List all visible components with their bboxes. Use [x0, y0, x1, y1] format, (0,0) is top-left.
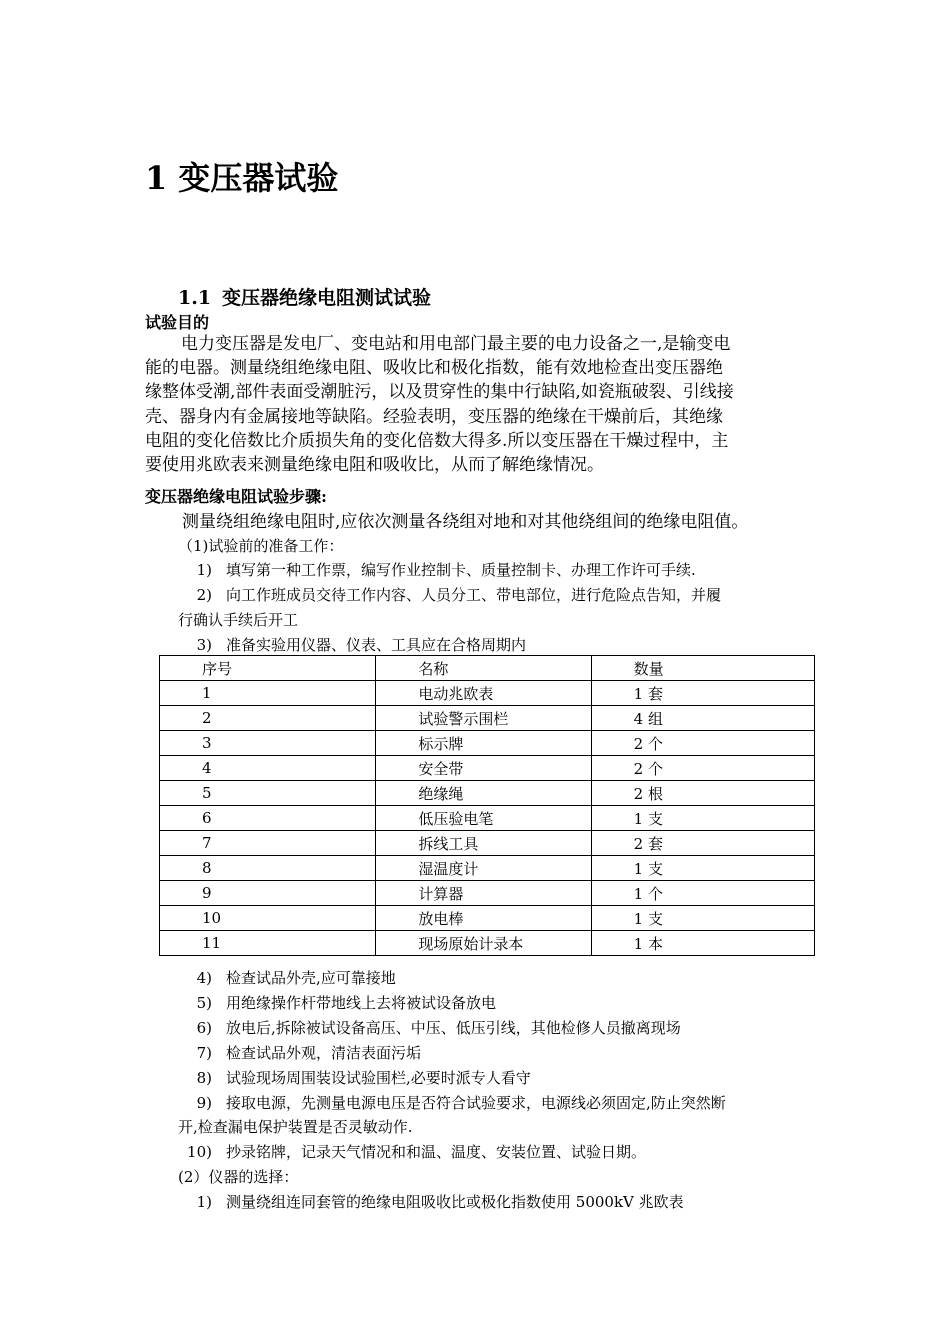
table-cell: 试验警示围栏 [376, 706, 591, 731]
table-cell: 拆线工具 [376, 831, 591, 856]
table-row [160, 806, 815, 831]
header-cell: 名称 [376, 656, 591, 681]
table-cell: 8 [160, 856, 376, 881]
step-item [178, 1017, 681, 1038]
table-cell: 4 组 [591, 706, 814, 731]
step-item [178, 967, 396, 988]
item-text: 检查试品外壳,应可靠接地 [226, 969, 396, 987]
item-text: 接取电源，先测量电源电压是否符合试验要求，电源线必须固定,防止突然断 [226, 1094, 726, 1112]
prep-item [178, 634, 526, 655]
table-cell: 放电棒 [376, 906, 591, 931]
table-cell: 现场原始计录本 [376, 931, 591, 956]
step-item-continuation: 开,检查漏电保护装置是否灵敏动作. [178, 1118, 413, 1136]
table-row [160, 706, 815, 731]
table-cell: 9 [160, 881, 376, 906]
table-cell: 2 个 [591, 756, 814, 781]
table-cell: 标示牌 [376, 731, 591, 756]
item-text: 测量绕组连同套管的绝缘电阻吸收比或极化指数使用 5000kV 兆欧表 [226, 1193, 684, 1211]
table-row [160, 881, 815, 906]
instrument-heading: (2）仪器的选择： [178, 1168, 299, 1186]
step-item [178, 1042, 421, 1063]
table-cell: 4 [160, 756, 376, 781]
header-cell: 序号 [160, 656, 376, 681]
equipment-table [159, 655, 815, 956]
table-row [160, 731, 815, 756]
header-cell: 数量 [591, 656, 814, 681]
table-row [160, 931, 815, 956]
table-cell: 1 本 [591, 931, 814, 956]
table-cell: 2 [160, 706, 376, 731]
item-number: 2) [196, 586, 212, 604]
item-text: 准备实验用仪器、仪表、工具应在合格周期内 [226, 636, 527, 654]
item-number: 3) [196, 636, 212, 654]
table-cell: 湿温度计 [376, 856, 591, 881]
table-cell: 3 [160, 731, 376, 756]
purpose-line: 电阻的变化倍数比介质损失角的变化倍数大得多.所以变压器在干燥过程中，主 [145, 430, 729, 451]
item-text: 检查试品外观，清洁表面污垢 [226, 1044, 422, 1062]
item-text: 抄录铭牌，记录天气情况和和温、温度、安装位置、试验日期。 [226, 1143, 647, 1161]
table-cell: 11 [160, 931, 376, 956]
step-item [178, 1141, 646, 1162]
table-cell: 低压验电笔 [376, 806, 591, 831]
table-row [160, 831, 815, 856]
table-cell: 1 支 [591, 856, 814, 881]
table-cell: 5 [160, 781, 376, 806]
table-cell: 绝缘绳 [376, 781, 591, 806]
step-item [178, 1067, 531, 1088]
table-cell: 电动兆欧表 [376, 681, 591, 706]
purpose-line: 能的电器。测量绕组绝缘电阻、吸收比和极化指数，能有效地检查出变压器绝 [145, 358, 723, 379]
item-number: 4) [196, 969, 212, 987]
table-row [160, 781, 815, 806]
table-cell: 6 [160, 806, 376, 831]
chapter-title: 1 变压器试验 [145, 159, 339, 197]
prep-item [178, 559, 696, 580]
item-number: 1) [196, 561, 212, 579]
item-number: 7) [196, 1044, 212, 1062]
item-number: 9) [196, 1094, 212, 1112]
step-item [178, 992, 496, 1013]
prep-item-continuation: 行确认手续后开工 [178, 611, 299, 629]
table-cell: 1 个 [591, 881, 814, 906]
purpose-line: 缘整体受潮,部件表面受潮脏污，以及贯穿性的集中行缺陷,如瓷瓶破裂、引线接 [145, 382, 734, 403]
instrument-item [178, 1191, 684, 1212]
table-cell: 安全带 [376, 756, 591, 781]
item-number: 10) [187, 1143, 212, 1161]
table-row [160, 756, 815, 781]
steps-heading: 变压器绝缘电阻试验步骤: [145, 487, 327, 506]
purpose-heading: 试验目的 [145, 313, 210, 332]
table-cell: 2 套 [591, 831, 814, 856]
table-row [160, 681, 815, 706]
purpose-line: 电力变压器是发电厂、变电站和用电部门最主要的电力设备之一,是输变电 [181, 334, 731, 354]
steps-intro: 测量绕组绝缘电阻时,应依次测量各绕组对地和对其他绕组间的绝缘电阻值。 [182, 512, 749, 532]
item-number: 6) [196, 1019, 212, 1037]
item-text: 向工作班成员交待工作内容、人员分工、带电部位，进行危险点告知，并履 [226, 586, 722, 604]
item-number: 1) [196, 1193, 212, 1211]
table-cell: 2 根 [591, 781, 814, 806]
item-number: 5) [196, 994, 212, 1012]
purpose-paragraph [145, 332, 815, 477]
table-cell: 7 [160, 831, 376, 856]
step-item [178, 1092, 726, 1113]
section-heading [178, 283, 431, 310]
table-row [160, 856, 815, 881]
table-cell: 2 个 [591, 731, 814, 756]
table-cell: 计算器 [376, 881, 591, 906]
item-text: 用绝缘操作杆带地线上去将被试设备放电 [226, 994, 497, 1012]
table-header-row [160, 656, 815, 681]
table-row [160, 906, 815, 931]
section-number: 1.1 [178, 287, 212, 309]
item-text: 放电后,拆除被试设备高压、中压、低压引线，其他检修人员撤离现场 [226, 1019, 681, 1037]
section-title: 变压器绝缘电阻测试试验 [222, 287, 432, 309]
prep-item [178, 584, 721, 605]
table-cell: 1 套 [591, 681, 814, 706]
prep-heading: （1)试验前的准备工作： [178, 537, 344, 555]
purpose-line: 壳、器身内有金属接地等缺陷。经验表明，变压器的绝缘在干燥前后，其绝缘 [145, 406, 723, 427]
table-cell: 1 支 [591, 906, 814, 931]
table-cell: 10 [160, 906, 376, 931]
item-number: 8) [196, 1069, 212, 1087]
purpose-line: 要使用兆欧表来测量绝缘电阻和吸收比，从而了解绝缘情况。 [145, 454, 604, 475]
item-text: 试验现场周围装设试验围栏,必要时派专人看守 [226, 1069, 531, 1087]
table-cell: 1 支 [591, 806, 814, 831]
table-cell: 1 [160, 681, 376, 706]
item-text: 填写第一种工作票，编写作业控制卡、质量控制卡、办理工作许可手续. [226, 561, 696, 579]
